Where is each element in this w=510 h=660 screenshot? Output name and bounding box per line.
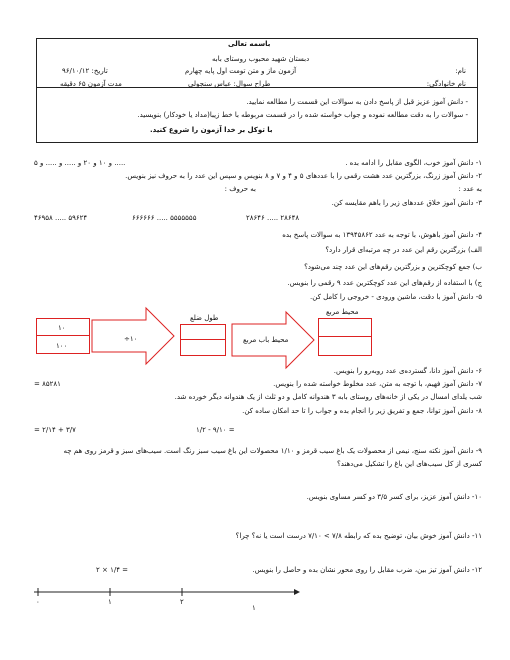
q2-letters-label: به حروف : — [224, 185, 256, 193]
instruction-line-1: - دانش آموز عزیز قبل از پاسخ دادن به سوالات این قسمت را مطالعه نمایید. — [246, 98, 468, 106]
square-perimeter-label: محیط باب مربع — [243, 336, 289, 344]
instruction-line-2: - سوالات را به دقت مطالعه نموده و جواب خواسته شده را در قسمت مربوطه با خط زیبا(مداد یا خودکار) بنویسید. — [137, 111, 468, 119]
length-box-divider — [180, 339, 225, 340]
basmala: باسمه تعالی — [228, 40, 271, 48]
input-value-1: ۱۰ — [58, 324, 66, 332]
operation-label: ÷۱۰ — [124, 335, 138, 343]
question-7: ۷- دانش آموز فهیم، با توجه به متن، عدد مخلوط خواسته شده را بنویس. — [273, 380, 482, 388]
question-6: ۶- دانش آموز دانا، گسترده‌ی عدد روبه‌رو را بنویس. — [333, 367, 482, 375]
question-4: ۴- دانش آموز باهوش، با توجه به عدد ۱۳۹۴۵۸۶۲ به سوالات پاسخ بده — [282, 231, 482, 239]
number-line — [30, 584, 300, 604]
page-number: ۱ — [252, 604, 256, 612]
axis-tick-1: ۱ — [108, 598, 112, 606]
q4-part-c: ج) با استفاده از رقم‌های این عدد کوچکترین عدد ۹ رقمی را بنویس. — [287, 279, 482, 287]
question-9: ۹- دانش آموز نکته سنج، نیمی از محصولات یک باغ سیب قرمز و ۱/۱۰ محصولات این باغ سیب سبز رنگ است. سیب‌های سبز و قرمز روی هم چه — [63, 447, 482, 455]
question-5: ۵- دانش آموز با دقت، ماشین ورودی - خروجی را کامل کن. — [310, 293, 482, 301]
axis-tick-2: ۲ — [180, 598, 184, 606]
exam-title: آزمون ماز و متن تومت اول پایه چهارم — [185, 67, 297, 75]
family-label: نام خانوادگی: — [426, 80, 466, 88]
length-box — [180, 324, 226, 356]
q3-pair-1: ۴۶۹۵۸ ..... ۵۹۶۲۴ — [34, 214, 88, 222]
q8-right-expression: ۱/۲ - ۹/۱۰ = — [196, 426, 235, 434]
q4-part-a: الف) بزرگترین رقم این عدد در چه مرتبه‌ای قرار دارد؟ — [325, 246, 482, 254]
name-label: نام: — [455, 67, 466, 75]
axis-tick-0: ۰ — [36, 598, 40, 606]
q6-number: = ۸۵۲۸۱ — [34, 380, 61, 388]
q7-text: شب یلدای امسال در یکی از خانه‌های روستای بابه ۳ هندوانه کامل و دو ثلث از یک هندوانه دیگر خورده شد. — [174, 393, 482, 401]
designer: طراح سوال: عباس سنجولی — [188, 80, 271, 88]
q8-left-expression: = ۲/۱۴ + ۳/۷ — [34, 426, 76, 434]
question-3: ۳- دانش آموز خلاق عددهای زیر را باهم مقایسه کن. — [331, 199, 482, 207]
length-label: طول ضلع — [190, 314, 219, 322]
q3-pair-3: ۲۸۶۴۶ ..... ۲۸۶۴۸ — [246, 214, 300, 222]
perimeter-label: محیط مربع — [326, 308, 359, 316]
school-name: دبستان شهید محبوب روستای بابه — [212, 55, 310, 63]
q2-number-label: به عدد : — [458, 185, 482, 193]
exam-duration: مدت آزمون ۶۵ دقیقه — [60, 80, 122, 88]
question-11: ۱۱- دانش آموز خوش بیان، توضیح بده که رابطه ۷/۸ > ۷/۱۰ درست است یا نه؟ چرا؟ — [235, 532, 482, 540]
exam-date: تاریخ: ۹۶/۱۰/۱۲ — [62, 67, 108, 75]
q3-pair-2: ۶۶۶۶۶۶ ..... ۵۵۵۵۵۵۵ — [132, 214, 197, 222]
question-8: ۸- دانش آموز توانا، جمع و تفریق زیر را انجام بده و جواب را تا حد امکان ساده کن. — [242, 407, 482, 415]
question-10: ۱۰- دانش آموز عزیز، برای کسر ۳/۵ دو کسر مساوی بنویس. — [306, 493, 482, 501]
q4-part-b: ب) جمع کوچکترین و بزرگترین رقم‌های این عدد چند می‌شود؟ — [304, 263, 482, 271]
question-12: ۱۲- دانش آموز تیز بین، ضرب مقابل را روی محور نشان بده و حاصل را بنویس. — [252, 566, 482, 574]
q1-pattern: ۵ و ۱۰ و ۲۰ و ..... و ..... و ..... — [34, 159, 126, 167]
perimeter-box-divider — [318, 336, 371, 337]
instruction-line-3: با توکل بر خدا آزمون را شروع کنید. — [150, 126, 273, 134]
question-1: ۱- دانش آموز خوب، الگوی مقابل را ادامه بده . — [345, 159, 482, 167]
q12-expression: ۲ × ۱/۴ = — [96, 566, 129, 574]
question-2: ۲- دانش آموز زرنگ، بزرگترین عدد هشت رقمی را با عددهای ۵ و ۴ و ۷ و ۸ بنویس و سپس این عدد را به حروف نیز بنویس. — [125, 172, 482, 180]
perimeter-box — [318, 318, 372, 356]
input-box-divider — [36, 335, 89, 336]
input-value-2: ۱۰۰ — [56, 342, 68, 350]
q9-continuation: کسری از کل سیب‌های این باغ را تشکیل می‌دهند؟ — [336, 460, 482, 468]
